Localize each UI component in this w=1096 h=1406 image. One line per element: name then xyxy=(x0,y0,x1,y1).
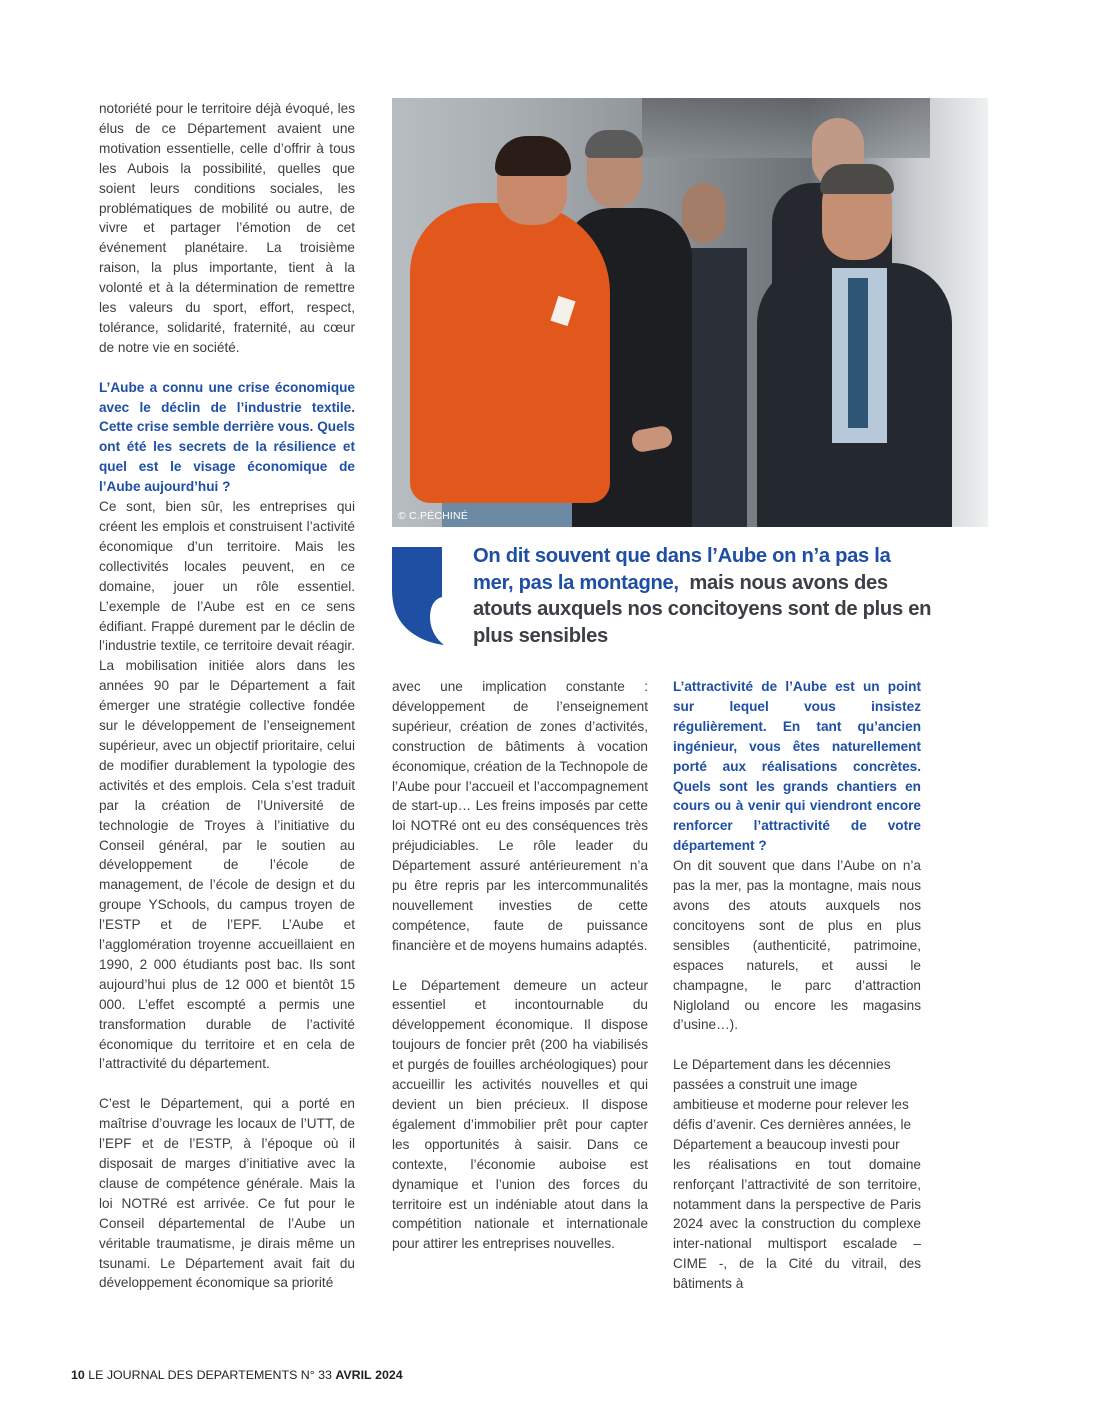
photo-person-black-jacket-hair xyxy=(585,130,643,158)
article-paragraph: Le Département demeure un acteur essentiel et incontournable du développement économique. Il dispose toujours de foncier prêt (200 ha viabilisés et purgés de fouilles archéologiques) pour accueillir les activités nouvelles et qui devient un bien précieux. Il dispose également d’immobilier prêt pour capter les opportunités à saisir. Dans ce contexte, l’économie auboise est dynamique et l’union des forces du territoire est un indéniable atout dans la compétition nationale et internationale pour attirer les entreprises nouvelles. xyxy=(392,977,648,1252)
closing-quote-icon xyxy=(392,547,444,647)
article-photo xyxy=(392,98,988,527)
issue-year: 2024 xyxy=(375,1368,403,1382)
article-paragraph: On dit souvent que dans l’Aube on n’a pas la mer, pas la montagne, mais nous avons des atouts auxquels nos concitoyens sont de plus en plus sensibles (authenticité, patrimoine, espaces naturels, et aussi le champagne, le parc d’attraction Nigloland ou encore les magasins d’usine…). xyxy=(673,858,921,1033)
photo-credit: © C.PÉCHINÉ xyxy=(398,510,469,522)
photo-corridor-ceiling xyxy=(642,98,942,158)
issue-month: AVRIL xyxy=(335,1368,372,1382)
photo-person-suit-tie xyxy=(848,278,868,428)
article-column-3 xyxy=(673,677,921,1294)
photo-person-middle-head xyxy=(682,183,726,243)
page-number: 10 xyxy=(71,1368,85,1382)
photo-person-orange-hoodie-hair xyxy=(495,136,571,176)
article-paragraph: Le Département dans les décennies passées a construit une image ambitieuse et moderne pour relever les défis d’avenir. Ces dernières années, le Département a beaucoup investi pour xyxy=(673,1057,912,1152)
photo-person-orange-hoodie xyxy=(410,203,610,503)
pull-quote-highlight: On dit souvent que dans l’Aube on n’a pas la mer, pas la montagne, xyxy=(473,545,891,594)
article-column-2 xyxy=(392,677,648,1254)
publication-name: LE JOURNAL DES DEPARTEMENTS N° 33 xyxy=(88,1368,332,1382)
interview-question: L’attractivité de l’Aube est un point sur lequel vous insistez régulièrement. En tant qu’ancien ingénieur, vous êtes naturellement porté aux réalisations concrètes. Quels sont les grands chantiers en cours ou à venir qui viendront encore renforcer l’attractivité de votre département ? xyxy=(673,679,921,854)
pull-quote-rest: mais nous avons des atouts auxquels nos concitoyens sont de plus en plus sensibles xyxy=(473,571,937,647)
pull-quote xyxy=(473,543,937,649)
article-paragraph: Ce sont, bien sûr, les entreprises qui créent les emplois et construisent l’activité économique d’un territoire. Mais les collectivités locales peuvent, en ce domaine, jouer un rôle essentiel. L’exemple de l’Aube est en ce sens édifiant. Frappé durement par le déclin de l’industrie textile, ce territoire devait réagir. La mobilisation initiée alors dans les années 90 par le Département a fait émerger une stratégie collective fondée sur le développement de l’enseignement supérieur, avec un objectif prioritaire, celui de modifier durablement la typologie des activités et des emplois. Cela s’est traduit par la création de l’Université de technologie de Troyes à l’initiative du Conseil général, par le soutien au développement de l’école de management, de l’école de design et du groupe YSchools, du campus troyen de l’ESTP et de l’EPF. L’Aube et l’agglomération troyenne accueillaient en 1990, 2 000 étudiants post bac. Ils sont aujourd’hui plus de 12 000 et bientôt 15 000. L’effet escompté a permis une transformation durable de l’activité économique du territoire et en cela de l’attractivité du département. xyxy=(99,499,355,1072)
article-paragraph: les réalisations en tout domaine renforçant l’attractivité de son territoire, notamment dans la perspective de Paris 2024 avec la construction du complexe inter-national multisport escalade – CIME -, de la Cité du vitrail, des bâtiments à xyxy=(673,1156,921,1292)
article-column-1 xyxy=(99,99,355,1293)
article-paragraph: C’est le Département, qui a porté en maîtrise d’ouvrage les locaux de l’UTT, de l’EPF et de l’ESTP, à l’époque où il disposait de marges d’initiative avec la clause de compétence générale. Mais la loi NOTRé est arrivée. Ce fut pour le Conseil départemental de l’Aube un véritable traumatisme, je dirais même un tsunami. Le Département avait fait du développement économique sa priorité xyxy=(99,1096,355,1291)
article-paragraph: avec une implication constante : développement de l’enseignement supérieur, création de zones d’activités, construction de bâtiments à vocation économique, création de la Technopole de l’Aube pour l’accueil et l’accompagnement de start-up… Les freins imposés par cette loi NOTRé ont eu des conséquences très préjudiciables. Le rôle leader du Département assuré antérieurement n’a pu être repris par les intercommunalités nouvellement investies de cette compétence, faute de puissance financière et de moyens humains adaptés. xyxy=(392,679,648,953)
page-footer xyxy=(71,1368,403,1382)
interview-question: L’Aube a connu une crise économique avec le déclin de l’industrie textile. Cette crise semble derrière vous. Quels ont été les secrets de la résilience et quel est le visage économique de l’Aube aujourd’hui ? xyxy=(99,379,355,495)
article-paragraph: notoriété pour le territoire déjà évoqué, les élus de ce Département avaient une motivation essentielle, celle d’offrir à tous les Aubois la possibilité, quelles que soient leurs conditions sociales, les problématiques de mobilité ou autre, de vivre et partager l’émotion de cet événement planétaire. La troisième raison, la plus importante, tient à la volonté et à la détermination de remettre les valeurs du sport, effort, respect, tolérance, solidarité, fraternité, au cœur de notre vie en société. xyxy=(99,101,355,355)
truncated-text-line xyxy=(673,1296,733,1302)
photo-person-suit-hair xyxy=(820,164,894,194)
